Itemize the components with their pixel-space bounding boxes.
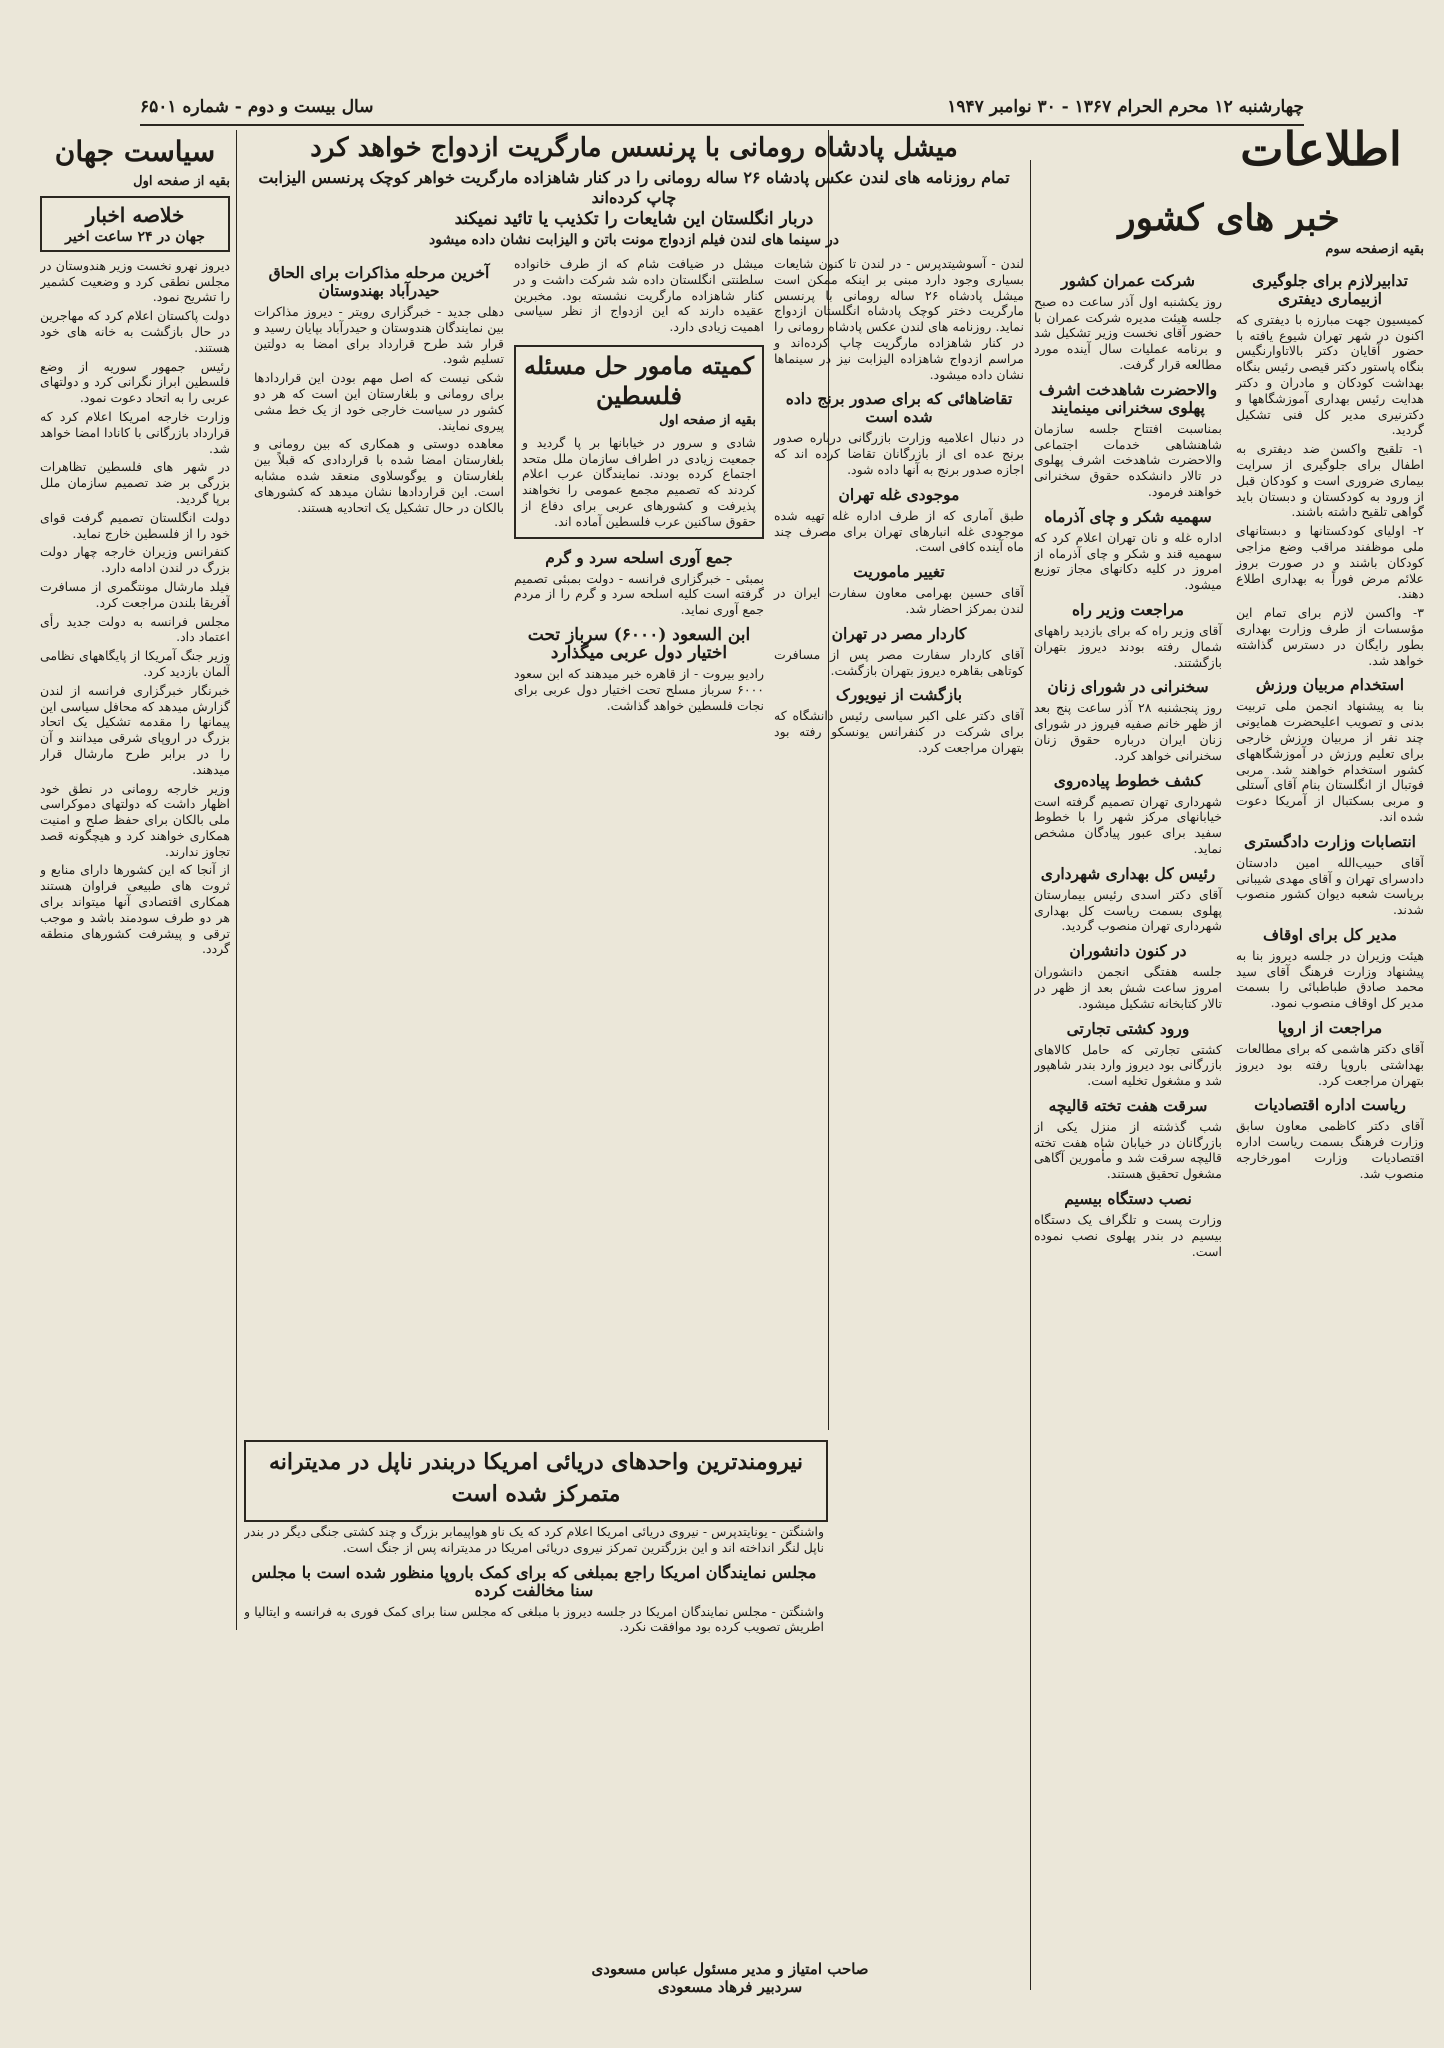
paragraph: کشتی تجارتی که حامل کالاهای بازرگانی بود دیروز وارد بندر شاهپور شد و مشغول تخلیه است.	[1034, 1041, 1222, 1089]
paragraph: آقای دکتر علی اکبر سیاسی رئیس دانشگاه که برای شرکت در کنفرانس یونسکو رفته بود بتهران مراجعت کرد.	[774, 708, 1024, 755]
section-title: خبر های کشور	[1118, 197, 1340, 239]
paragraph: آقای حسین بهرامی معاون سفارت ایران در لندن بمرکز احضار شد.	[774, 585, 1024, 616]
deck: در سینما های لندن فیلم ازدواج مونت باتن و الیزابت نشان داده میشود	[429, 232, 839, 248]
paragraph: وزیر خارجه رومانی در نطق خود اظهار داشت که دولتهای دموکراسی ملی بالکان برای حفظ صلح و امنیت همکاری خواهند کرد و هیچگونه قصد تجاوز ندارند.	[40, 780, 230, 859]
publisher-signature	[520, 1960, 940, 1996]
summary-item: در شهر های فلسطین تظاهرات بزرگی بر ضد تصمیم سازمان ملل برپا گردید.	[40, 459, 230, 506]
headline: تغییر ماموریت	[853, 562, 945, 582]
right-column	[1034, 190, 1424, 2010]
issue-number: سال بیست و دوم - شماره ۶۵۰۱	[140, 97, 374, 117]
headline: ریاست اداره اقتصادیات	[1254, 1095, 1406, 1115]
paragraph: شب گذشته از منزل یکی از بازرگانان در خیابان شاه هفت تخته قالیچه سرقت شد و مأمورین آگاهی مشغول تحقیق هستند.	[1034, 1118, 1222, 1182]
paragraph: ۱- تلقیح واکسن ضد دیفتری به اطفال برای جلوگیری از سرایت بیماری ضروری است و کودکان قبل از ورود به کودکستان و دبستان باید گواهی تلقیح داشته باشند.	[1236, 441, 1424, 520]
headline: ابن السعود (۶۰۰۰) سرباز تحت اختیار دول عربی میگذارد	[527, 624, 751, 663]
left-column	[40, 132, 230, 1992]
paragraph: واشنگتن - یونایتدپرس - نیروی دریائی امریکا اعلام کرد که یک ناو هواپیمابر بزرگ و چند کشتی جنگی دیگر در بندر ناپل لنگر انداخته اند و این بزرگترین تمرکز نیروی دریائی امریکا در مدیترانه پس از جنگ است.	[244, 1524, 824, 1555]
paragraph: شکی نیست که اصل مهم بودن این قراردادها برای رومانی و بلغارستان این است که هر دو کشور در سیاست خارجی خود از یک خط مشی پیروی نمایند.	[254, 370, 504, 433]
summary-subtitle: جهان در ۲۴ ساعت اخیر	[65, 228, 205, 245]
masthead-logo: اطلاعات	[1240, 122, 1402, 176]
headline: انتصابات وزارت دادگستری	[1244, 831, 1416, 851]
summary-item: مجلس فرانسه به دولت جدید رأی اعتماد داد.	[40, 613, 230, 645]
column-rule	[1030, 160, 1031, 1990]
middle-section	[244, 132, 1024, 1992]
headline: مدیر کل برای اوقاف	[1263, 924, 1397, 944]
paragraph: خبرنگار خبرگزاری فرانسه از لندن گزارش میدهد که محافل سیاسی این پیمانها را مقدمه تشکیل یک اتحاد بزرگ در اروپای شرقی میدانند و آن را در برابر طرح مارشال قرار میدهند.	[40, 682, 230, 777]
paragraph: شادی و سرور در خیابانها بر پا گردید و جمعیت زیادی در اطراف سازمان ملل متحد اجتماع کرده بودند. نمایندگان عرب اعلام کردند که تصمیم مجمع عمومی را نخواهند پذیرفت و کشورهای عربی برای دفاع از حقوق ساکنین عرب فلسطین آماده اند.	[522, 434, 756, 529]
signature-line: سردبیر فرهاد مسعودی	[657, 1978, 803, 1996]
paragraph: روز پنجشنبه ۲۸ آذر ساعت پنج بعد از ظهر خانم صفیه فیروز در شورای زنان ایران درباره حقوق زنان سخنرانی خواهد کرد.	[1034, 700, 1222, 763]
paragraph: روز یکشنبه اول آذر ساعت ده صبح جلسه هیئت مدیره شرکت عمران با حضور آقای نخست وزیر تشکیل شد و برنامه عملیات سال آینده مورد مطالعه قرار گرفت.	[1034, 293, 1222, 372]
paragraph: از آنجا که این کشورها دارای منابع و ثروت های طبیعی فراوان هستند همکاری اقتصادی آنها میتواند برای هر دو طرف سودمند باشد و موجب ترقی و پیشرفت کشورهای منطقه گردد.	[40, 862, 230, 957]
paragraph: آقای کاردار سفارت مصر پس از مسافرت کوتاهی بقاهره دیروز بتهران بازگشت.	[774, 646, 1024, 678]
paragraph: هیئت وزیران در جلسه دیروز بنا به پیشنهاد وزارت فرهنگ آقای سید محمد صادق طباطبائی را بسمت مدیر کل اوقاف منصوب نمود.	[1236, 947, 1424, 1011]
paragraph: ۳- واکسن لازم برای تمام این مؤسسات از طرف وزارت بهداری بطور رایگان در دسترس گذاشته خواهد شد.	[1236, 605, 1424, 668]
summary-item: وزیر جنگ آمریکا از پایگاههای نظامی آلمان بازدید کرد.	[40, 648, 230, 679]
paragraph: آقای حبیب‌الله امین دادستان دادسرای تهران و آقای مهدی شیبانی بریاست شعبه دیوان کشور منصوب شدند.	[1236, 854, 1424, 918]
summary-title: خلاصه اخبار	[85, 202, 185, 227]
headline: موجودی غله تهران	[838, 484, 960, 504]
headline: آخرین مرحله مذاکرات برای الحاق حیدرآباد بهندوستان	[268, 263, 490, 300]
paragraph: اداره غله و نان تهران اعلام کرد که سهمیه قند و شکر و چای آذرماه از امروز در کلیه دکانهای مجاز توزیع میشود.	[1034, 529, 1222, 593]
summary-item: کنفرانس وزیران خارجه چهار دولت بزرگ در لندن ادامه دارد.	[40, 544, 230, 576]
headline: تقاضاهائی که برای صدور برنج داده شده است	[785, 389, 1013, 427]
headline: شرکت عمران کشور	[1060, 270, 1196, 290]
headline: بازگشت از نیویورک	[835, 685, 963, 705]
palestine-headline: کمیته مامور حل مسئله فلسطین	[523, 350, 755, 410]
headline: کشف خطوط پیاده‌روی	[1053, 770, 1203, 790]
column-rule	[236, 130, 237, 1630]
headline: تدابیرلازم برای جلوگیری ازبیماری دیفتری	[1252, 270, 1408, 308]
headline: والاحضرت شاهدخت اشرف پهلوی سخنرانی مینمایند	[1038, 379, 1218, 417]
continued-note: بقیه از صفحه اول	[133, 174, 230, 189]
paragraph: آقای دکتر کاظمی معاون سابق وزارت فرهنگ بسمت ریاست اداره اقتصادیات وزارت امورخارجه منصوب شد.	[1236, 1118, 1424, 1181]
summary-item: فیلد مارشال مونتگمری از مسافرت آفریقا بلندن مراجعت کرد.	[40, 578, 230, 610]
paragraph: بنا به پیشنهاد انجمن ملی تربیت بدنی و تصویب اعلیحضرت همایونی چند نفر از مربیان ورزش خارجی برای تعلیم ورزش در آموزشگاههای کشور استخدام خواهند شد. مربی فوتبال از انگلستان بنام آقای آستلی و مربی بسکتبال از آمریکا دعوت شده اند.	[1236, 698, 1424, 824]
navy-story	[244, 1524, 824, 1644]
headline: جمع آوری اسلحه سرد و گرم	[545, 547, 733, 567]
paragraph: شهرداری تهران تصمیم گرفته است خیابانهای مرکز شهر را با خطوط سفید برای عبور پیادگان مشخص نماید.	[1034, 793, 1222, 856]
paragraph: در دنبال اعلامیه وزارت بازرگانی درباره صدور برنج عده ای از بازرگانان تقاضا کرده اند که اجازه صدور برنج به آنها داده شود.	[774, 430, 1024, 477]
main-headline: میشل پادشاه رومانی با پرنسس مارگریت ازدواج خواهد کرد	[310, 133, 958, 163]
continued-note: بقیه از صفحه اول	[659, 412, 756, 428]
paragraph: میشل در ضیافت شام که از طرف خانواده سلطنتی انگلستان داده شد شرکت داشت و در کنار شاهزاده مارگریت نشسته بود. مخبرین عقیده دارند که این ازدواج از نظر سیاسی اهمیت زیادی دارد.	[514, 256, 764, 335]
headline: کاردار مصر در تهران	[831, 623, 967, 643]
paragraph: کمیسیون جهت مبارزه با دیفتری که اکنون در شهر تهران شیوع یافته با حضور آقایان دکتر بالاتاوارنگیس بنگاه پاستور دکتر قیصی رئیس بنگاه بهداشت کودکان و مادران و دکتر هدایت رئیس بهداری آموزشگاهها و دکترنیری مدیر کل فنی تشکیل گردید.	[1236, 311, 1424, 438]
paragraph: ۲- اولیای کودکستانها و دبستانهای ملی موظفند مراقب وضع مزاجی کودکان باشند و در صورت بروز علائم مرض فوراً به بهداری اطلاع دهند.	[1236, 523, 1424, 602]
headline: نصب دستگاه بیسیم	[1064, 1189, 1192, 1209]
headline: سرقت هفت تخته قالیچه	[1048, 1095, 1208, 1115]
paragraph: دهلی جدید - خبرگزاری رویتر - دیروز مذاکرات بین نمایندگان هندوستان و حیدرآباد بپایان رسید و قرار شد طرح قرارداد برای امضا به دولتین تسلیم شود.	[254, 304, 504, 367]
politics-title: سیاست جهان	[54, 135, 216, 168]
summary-item: دولت پاکستان اعلام کرد که مهاجرین در حال بازگشت به خانه های خود هستند.	[40, 308, 230, 355]
headline: مراجعت وزیر راه	[1072, 599, 1184, 619]
headline: مراجعت از اروپا	[1277, 1018, 1383, 1038]
paragraph: لندن - آسوشیتدپرس - در لندن تا کنون شایعات بسیاری وجود دارد مبنی بر اینکه ممکن است میشل پادشاه ۲۶ ساله رومانی با پرنسس مارگریت دختر کوچک پادشاه انگلستان ازدواج نماید. روزنامه های لندن عکس پادشاه رومانی را در کنار شاهزاده مارگریت چاپ کرده‌اند و مراسم ازدواج شاهزاده الیزابت نیز در سینماها نشان داده میشود.	[774, 256, 1024, 382]
paragraph: بمناسبت افتتاح جلسه سازمان شاهنشاهی خدمات اجتماعی والاحضرت شاهدخت اشرف پهلوی در تالار دانشکده حقوق سخنرانی خواهند فرمود.	[1034, 420, 1222, 499]
summary-item: دیروز نهرو نخست وزیر هندوستان در مجلس نطقی کرد و وضعیت کشمیر را تشریح نمود.	[40, 257, 230, 305]
paragraph: بمبئی - خبرگزاری فرانسه - دولت بمبئی تصمیم گرفته است کلیه اسلحه سرد و گرم را از مردم جمع آوری نماید.	[514, 570, 764, 618]
deck: تمام روزنامه های لندن عکس پادشاه ۲۶ ساله رومانی را در کنار شاهزاده مارگریت خواهر کوچک پرنسس الیزابت چاپ کرده‌اند	[258, 168, 1010, 207]
headline: رئیس کل بهداری شهرداری	[1040, 863, 1216, 883]
paragraph: واشنگتن - مجلس نمایندگان امریکا در جلسه دیروز با مبلغی که مجلس سنا برای کمک فوری به فرانسه و ایتالیا و اطریش تصویب کرده بود موافقت نکرد.	[244, 1603, 824, 1635]
paragraph: آقای دکتر اسدی رئیس بیمارستان پهلوی بسمت ریاست کل بهداری شهرداری تهران منصوب گردید.	[1034, 886, 1222, 934]
summary-item: دولت انگلستان تصمیم گرفت قوای خود را از فلسطین خارج نماید.	[40, 509, 230, 541]
paragraph: معاهده دوستی و همکاری که بین رومانی و بلغارستان امضا شده با قراردادی که قبلاً بین بلغارستان و یوگوسلاوی منعقد شده مشابه است. این قراردادها نشان میدهد که کشورهای بالکان در حال تشکیل یک اتحادیه هستند.	[254, 436, 504, 515]
paragraph: جلسه هفتگی انجمن دانشوران امروز ساعت شش بعد از ظهر در تالار کتابخانه تشکیل میشود.	[1034, 964, 1222, 1011]
headline: سهمیه شکر و چای آذرماه	[1044, 506, 1212, 526]
deck: دربار انگلستان این شایعات را تکذیب یا تائید نمیکند	[454, 209, 814, 229]
signature-line: صاحب امتیاز و مدیر مسئول عباس مسعودی	[591, 1960, 869, 1978]
headline: در کنون دانشوران	[1069, 941, 1187, 961]
paragraph: وزارت پست و تلگراف یک دستگاه بیسیم در بندر پهلوی نصب نموده است.	[1034, 1212, 1222, 1259]
paragraph: آقای وزیر راه که برای بازدید راههای شمال رفته بودند دیروز بتهران بازگشتند.	[1034, 622, 1222, 670]
continued-note: بقیه ازصفحه سوم	[1325, 242, 1424, 257]
headline: سخنرانی در شورای زنان	[1047, 677, 1209, 697]
issue-date: چهارشنبه ۱۲ محرم الحرام ۱۳۶۷ - ۳۰ نوامبر ۱۹۴۷	[947, 97, 1304, 117]
headline: مجلس نمایندگان امریکا راجع بمبلغی که برای کمک باروپا منظور شده است با مجلس سنا مخالفت کرده	[251, 1562, 817, 1600]
navy-headline: نیرومندترین واحدهای دریائی امریکا دربندر ناپل در مدیترانه متمرکز شده است	[244, 1440, 828, 1522]
paragraph: رادیو بیروت - از قاهره خبر میدهند که ابن سعود ۶۰۰۰ سرباز مسلح تحت اختیار دول عربی برای نجات فلسطین خواهد گذاشت.	[514, 665, 764, 713]
headline: استخدام مربیان ورزش	[1255, 675, 1405, 695]
summary-item: وزارت خارجه امریکا اعلام کرد که قرارداد بازرگانی با کانادا امضا خواهد شد.	[40, 408, 230, 456]
top-rule	[140, 124, 1304, 126]
headline: ورود کشتی تجارتی	[1066, 1018, 1190, 1038]
dateline	[140, 92, 1304, 122]
paragraph: آقای دکتر هاشمی که برای مطالعات بهداشتی باروپا رفته بود دیروز بتهران مراجعت کرد.	[1236, 1041, 1424, 1088]
paragraph: طبق آماری که از طرف اداره غله تهیه شده موجودی غله انبارهای تهران برای مصرف چند ماه آینده کافی است.	[774, 507, 1024, 555]
summary-item: رئیس جمهور سوریه از وضع فلسطین ابراز نگرانی کرد و دولتهای عربی را به اتحاد دعوت نمود.	[40, 358, 230, 406]
